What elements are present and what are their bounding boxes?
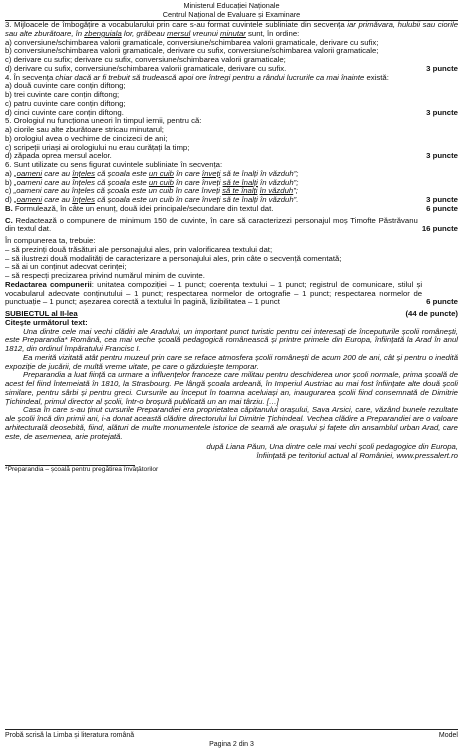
composition-item: – să ai un conținut adecvat cerinței; xyxy=(5,262,127,272)
underlined-word: să te înalți xyxy=(222,177,258,187)
underlined-word: să te înalți xyxy=(222,186,258,196)
question-3 xyxy=(5,21,458,74)
question-5-option-d: d) zăpada oprea mersul acelor. xyxy=(5,151,112,161)
composition-item: – să respecți precizarea privind numărul minim de cuvinte. xyxy=(5,271,205,281)
subiect-2-title: SUBIECTUL al II-lea xyxy=(5,309,78,319)
option-text: să te înalți în văzduh”; xyxy=(220,168,299,178)
question-5-points: 3 puncte xyxy=(426,151,458,161)
center-name: Centrul Național de Evaluare și Examinare xyxy=(162,9,301,19)
option-text: care au xyxy=(42,195,73,205)
text-paragraph: Ea merită vizitată atât pentru muzeul prin care se reface atmosfera școlii românești de acum 200 de ani, cât și pentru o inedită expoziție de jucării, de multă vreme uitate, pe care o găzduiește temporar. xyxy=(5,352,458,371)
question-4-option-a: a) două cuvinte care conțin diftong; xyxy=(5,81,126,91)
question-4-points: 3 puncte xyxy=(426,107,458,117)
source-line-2: înființată pe teritoriul actual al României, www.pressalert.ro xyxy=(256,451,458,461)
text-paragraph: Casa în care s-au ținut cursurile Preparandiei era proprietatea căpitanului orașului, Sava Arsici, care, văzând bunele rezultate ale școlii încă din primii ani, i-a donat această clădire directorului lui Dimitrie Țichindeal. Vechea clădire a Preparandiei are o valoare arhitecturală deosebită, fiind, alături de multe monumentele istorice de seamă ale orașului și fațete din ansamblul urban Arad, care este, de asemenea, arie protejată. xyxy=(5,405,458,441)
option-label: d) xyxy=(5,195,15,205)
page-header xyxy=(5,0,458,21)
underlined-word: oameni xyxy=(16,168,43,178)
page-content xyxy=(5,21,458,474)
question-3-option-c: c) derivare cu sufix; derivare cu sufix, conversiune/schimbarea valorii gramaticale; xyxy=(5,55,286,65)
question-4-option-c: c) patru cuvinte care conțin diftong; xyxy=(5,98,126,108)
underlined-word: un cuib xyxy=(148,168,174,178)
composition-requirements xyxy=(5,237,458,281)
redactare-criteria xyxy=(5,281,458,307)
question-6-stem: 6. Sunt utilizate cu sens figurat cuvintele subliniate în secvența: xyxy=(5,160,223,170)
option-text: în văzduh”; xyxy=(257,177,299,187)
composition-item: – să prezinți două trăsături ale personajului ales, prin valorificarea textului dat; xyxy=(5,244,273,254)
question-5-option-a: a) ciorile sau alte zburătoare stricau minutarul; xyxy=(5,125,164,135)
question-4-option-d: d) cinci cuvinte care conțin diftong. xyxy=(5,107,124,117)
redactare-text: : unitatea compoziției – 1 punct; coerența textului – 1 punct; registrul de comunicare, stilul și vocabularul adecvate conținutului – 1 punct; respectarea normelor de ortografie – 1 punct; respectarea normelor de punctuație – 1 punct; așezarea corectă a textului în pagină, lizibilitatea – 1 punct xyxy=(5,279,423,307)
underlined-word: înțeles xyxy=(72,168,96,178)
question-3-option-d: d) derivare cu sufix, conversiune/schimbarea valorii gramaticale, derivare cu sufix. xyxy=(5,63,287,73)
footer-exam-name: Probă scrisă la Limba și literatura română xyxy=(5,732,135,739)
text-paragraph: Una dintre cele mai vechi clădiri ale Aradului, un important punct turistic pentru cei interesați de începuturile școlii românești, este Preparandia* Română, cea mai veche școală pedagogică românească și printre primele din Europa, înființată la Arad în anul 1812, din ordinul împăratului Francisc I. xyxy=(5,326,458,354)
underlined-word: în văzduh xyxy=(259,186,294,196)
footnote: *Preparandia – școală pentru pregătirea învățătorilor xyxy=(5,465,159,473)
exam-page xyxy=(5,0,458,750)
read-instruction: Citește următorul text: xyxy=(5,317,88,327)
question-5-option-c: c) scripeții uriași ai orologiului nu erau curățați la timp; xyxy=(5,142,190,152)
underlined-word: înveți xyxy=(201,168,221,178)
underlined-word: înțeles xyxy=(72,195,96,205)
question-3-stem: 3. Mijloacele de îmbogățire a vocabularului prin care s-au format cuvintele subliniate din secvența iar primăvara, hulubii sau ciorile sau alte zburătoare, în zbenguiala lor, grăbeau mersul vreunui minutar sunt, în ordine: xyxy=(5,20,459,38)
question-6 xyxy=(5,161,458,205)
page-number: Pagina 2 din 3 xyxy=(209,740,254,748)
page-footer xyxy=(5,729,458,750)
section-c: C. Redactează o compunere de minimum 150 de cuvinte, în care să caracterizezi personajul moș Timofte Păstrăvanu din textul dat. 16 puncte xyxy=(5,215,458,234)
underlined-word: un cuib xyxy=(148,177,174,187)
redactare-label: Redactarea compunerii xyxy=(5,279,92,289)
question-5 xyxy=(5,117,458,161)
question-3-option-b: b) conversiune/schimbarea valorii gramaticale, derivare cu sufix, conversiune/schimbarea valorii gramaticale; xyxy=(5,46,379,56)
underlined-word: oameni xyxy=(16,195,43,205)
option-label: a) xyxy=(5,168,15,178)
option-text: că școala este xyxy=(95,168,149,178)
section-b-label: B. xyxy=(5,203,13,213)
question-6-points: 3 puncte xyxy=(426,195,458,205)
option-text: „ xyxy=(14,195,17,205)
section-c-label: C. xyxy=(5,215,13,225)
question-5-stem: 5. Orologiul nu funcționa uneori în timpul iernii, pentru că: xyxy=(5,116,202,126)
character-name: moș Timofte Păstrăvanu xyxy=(333,215,418,225)
ministry-name: Ministerul Educației Naționale xyxy=(183,1,280,10)
source-line-1: după Liana Păun, Una dintre cele mai vechi școli pedagogice din Europa, xyxy=(206,442,458,452)
section-b xyxy=(5,205,458,214)
option-text: care au xyxy=(42,168,73,178)
option-text: în care xyxy=(173,168,202,178)
question-5-option-b: b) orologiul avea o vechime de cincizeci de ani; xyxy=(5,133,168,143)
question-4 xyxy=(5,74,458,118)
text-paragraph: Preparandia a luat ființă ca urmare a influențelor franceze care militau pentru deschiderea unor școli normale, prima școală de acest fel fiind întemeiată în 1810, la Strasbourg. Pe lângă școala ardeană, în Imperiul Austriac au mai fost înființate alte două școli similare, pentru sârbi și pentru greci. Cursurile au început în toamna aceluiași an, inaugurarea școlii fiind consemnată de Dimitrie Țichindeal, primul director al școlii, într-o broșură publicată un an mai târziu. […] xyxy=(5,370,458,406)
option-text: „ xyxy=(14,168,17,178)
option-text: „oameni care au înțeles că școala este un cuib în care înveți xyxy=(13,186,223,196)
composition-intro: În compunerea ta, trebuie: xyxy=(5,236,96,246)
question-4-option-b: b) trei cuvinte care conțin diftong; xyxy=(5,90,120,100)
subiect-2-points: (44 de puncte) xyxy=(405,309,458,319)
section-b-points: 6 puncte xyxy=(426,203,458,213)
option-text: în care înveți xyxy=(173,177,223,187)
option-label: b) xyxy=(5,177,15,187)
option-text: „oameni care au înțeles că școala este xyxy=(14,177,149,187)
option-text: că școala este un cuib în care înveți să te înalți în văzduh”. xyxy=(95,195,299,205)
option-text: ”; xyxy=(293,186,298,196)
text-source xyxy=(5,443,458,461)
footer-model: Model xyxy=(438,732,458,739)
section-b-text: Formulează, în câte un enunț, două idei principale/secundare din textul dat. xyxy=(12,203,274,213)
question-4-stem: 4. În secvența chiar dacă ar fi trebuit să trudească apoi ore întregi pentru a rândui lucrurile ca mai înainte există: xyxy=(5,72,389,82)
option-label: c) xyxy=(5,186,14,196)
redactare-points: 6 puncte xyxy=(426,297,458,307)
section-c-points: 16 puncte xyxy=(421,224,458,234)
composition-item: – să ilustrezi două modalități de caracterizare a personajului ales, prin câte o secvență comentată; xyxy=(5,253,342,263)
question-3-points: 3 puncte xyxy=(426,63,458,73)
reading-text xyxy=(5,328,458,442)
question-3-option-a: a) conversiune/schimbarea valorii gramaticale, conversiune/schimbarea valorii gramaticale, derivare cu sufix; xyxy=(5,37,379,47)
